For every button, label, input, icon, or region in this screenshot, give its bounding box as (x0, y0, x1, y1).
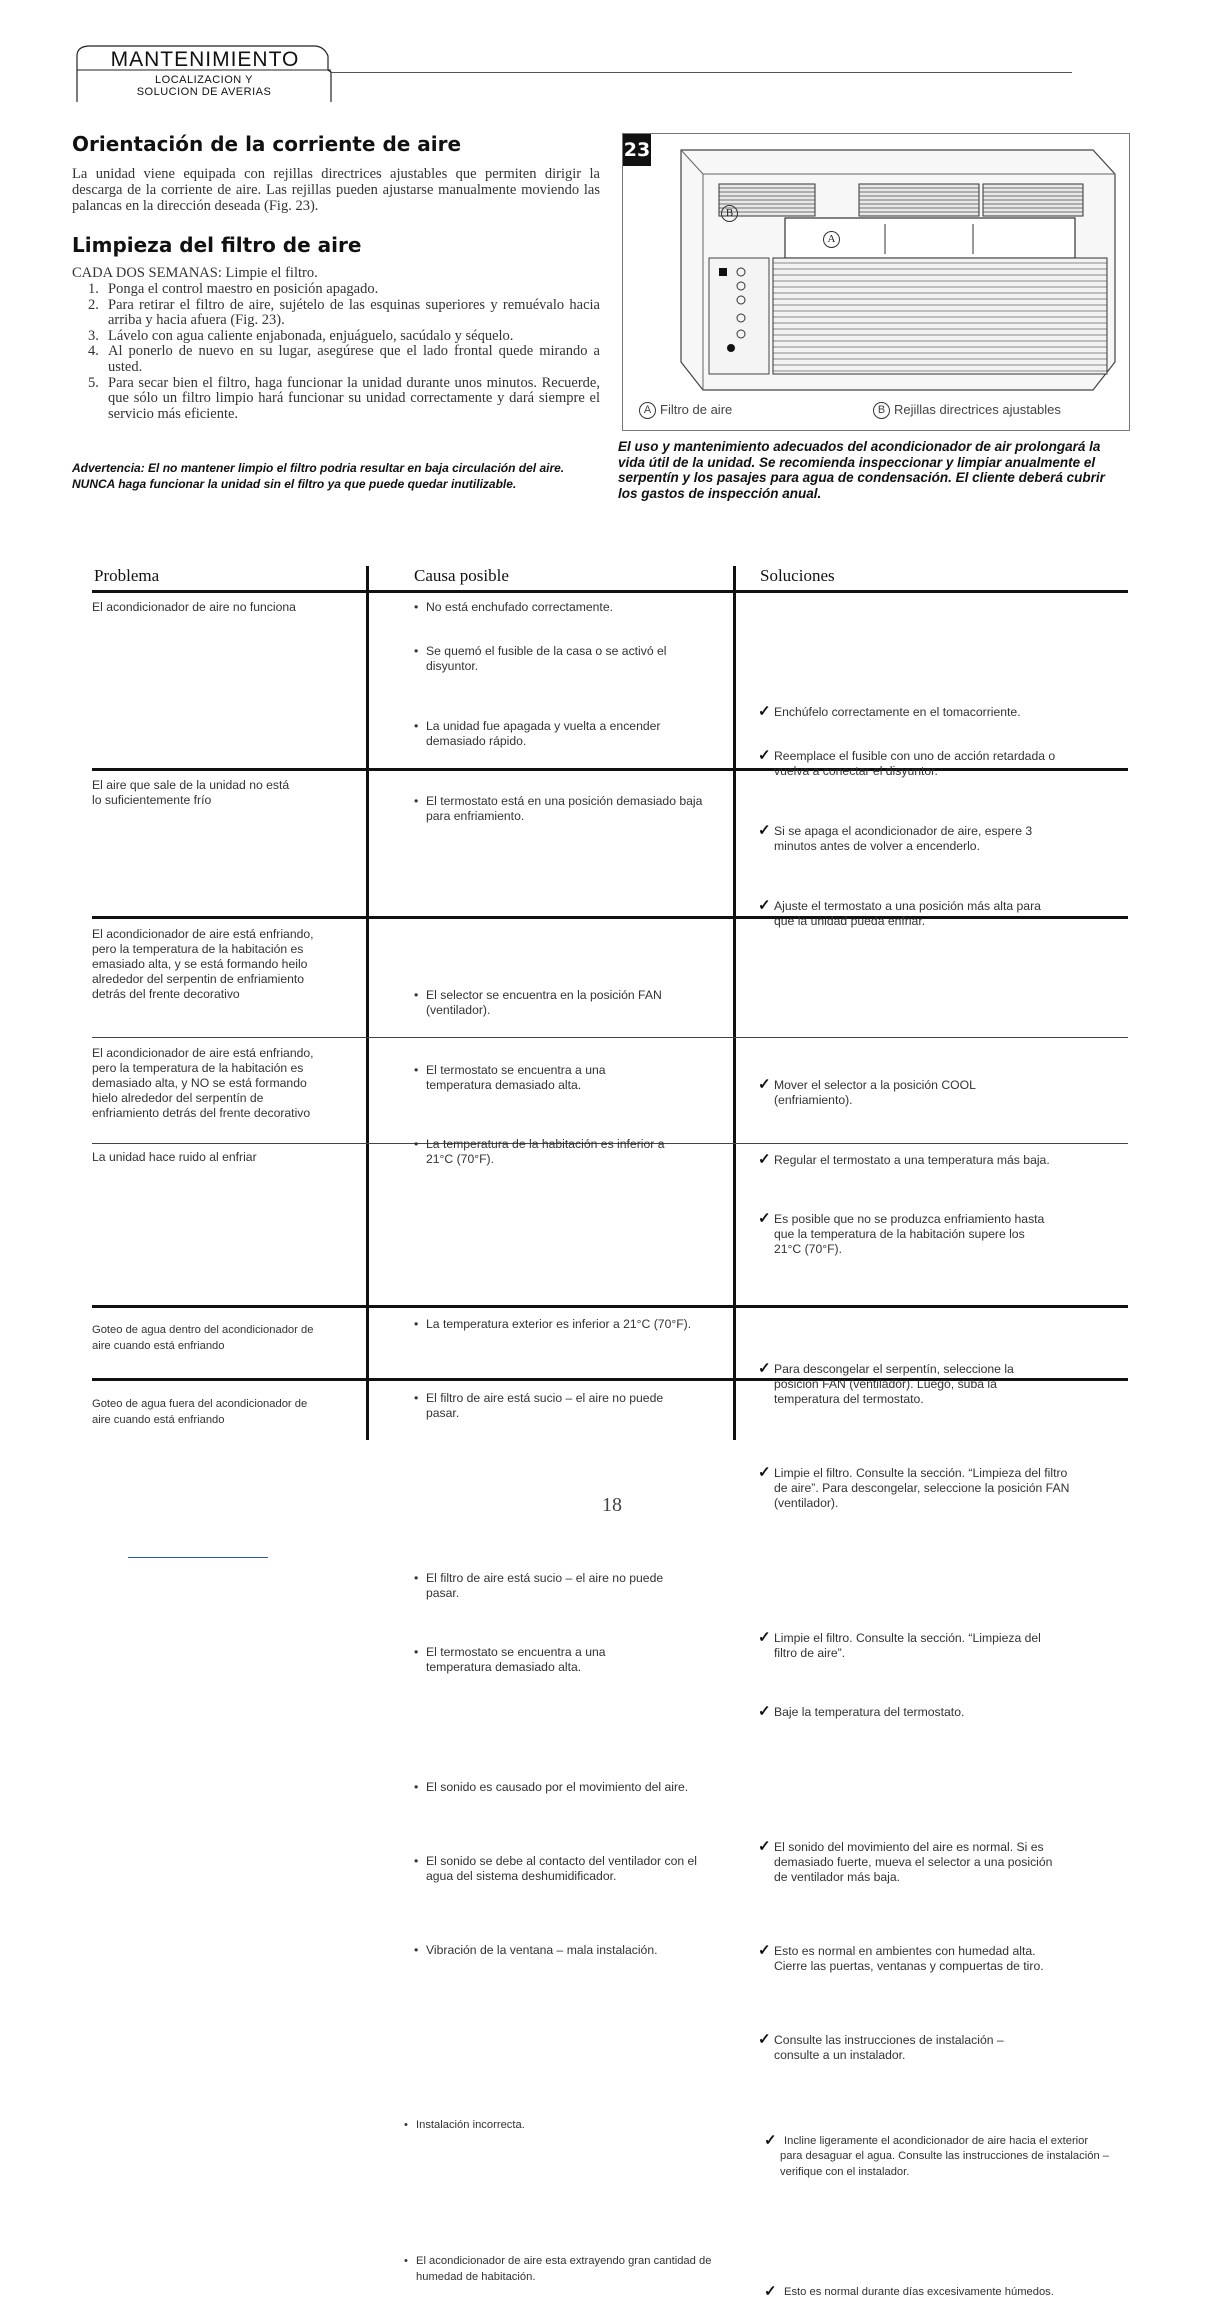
table-row-5-cause-2: • El sonido se debe al contacto del ventilador con el agua del sistema deshumidificador. (414, 1854, 704, 1884)
table-row-7-problem: Goteo de agua fuera del acondicionador de aire cuando está enfriando (92, 1398, 308, 1426)
table-row-1-solution-1 (760, 705, 1060, 720)
check-icon: ✓ (758, 1703, 771, 1720)
table-row-5-cause-1: • El sonido es causado por el movimiento del aire. (414, 1780, 694, 1795)
check-icon: ✓ (758, 703, 771, 720)
table-header-solutions: Soluciones (760, 566, 835, 585)
column-divider (366, 566, 369, 1440)
column-divider (733, 566, 736, 1440)
table-row-4-cause-1: • El filtro de aire está sucio – el aire no puede pasar. (414, 1571, 674, 1601)
table-row-1-solution-2 (760, 749, 1060, 779)
table-row-1-cause-4: • El termostato está en una posición demasiado baja para enfriamiento. (414, 794, 714, 824)
check-icon: ✓ (758, 2031, 771, 2048)
figure-23 (622, 133, 1130, 431)
solution-text: Regular el termostato a una temperatura más baja. (774, 1153, 1050, 1167)
row-divider (92, 1037, 1128, 1038)
table-header-problem: Problema (94, 566, 160, 585)
check-icon: ✓ (758, 897, 771, 914)
table-row-4-solution-2 (760, 1705, 1060, 1720)
check-icon: ✓ (764, 2131, 777, 2149)
header-subtitle-line1: LOCALIZACION Y (155, 74, 253, 86)
solution-text: Limpie el filtro. Consulte la sección. “Limpieza del filtro de aire”. (774, 1631, 1041, 1660)
table-row-2-problem: El aire que sale de la unidad no está lo suficientemente frío (92, 778, 290, 807)
check-icon: ✓ (758, 822, 771, 839)
maintenance-note: El uso y mantenimiento adecuados del acondicionador de air prolongará la vida útil de la unidad. Se recomienda inspeccionar y limpiar anualmente el serpentín y los pasajes para agua de condensación. El cliente deberá cubrir los gastos de inspección anual. (618, 439, 1105, 501)
solution-text: Para descongelar el serpentín, seleccione la posición FAN (ventilador). Luego, suba la temperatura del termostato. (774, 1362, 1014, 1406)
table-row-2-cause-1: • El selector se encuentra en la posición FAN (ventilador). (414, 988, 674, 1018)
table-header-cause: Causa posible (414, 566, 509, 585)
table-row-5-solution-3 (760, 2033, 1050, 2063)
caption-louvers (873, 402, 1061, 419)
table-row-5-solution-1 (760, 1840, 1060, 1885)
table-row-7-cause-1: • El acondicionador de aire esta extrayendo gran cantidad de humedad de habitación. (404, 2254, 719, 2285)
table-row-5-cause-3: • Vibración de la ventana – mala instalación. (414, 1943, 714, 1958)
row-divider (92, 590, 1128, 593)
table-row-4-cause-2: • El termostato se encuentra a una temperatura demasiado alta. (414, 1645, 674, 1675)
check-icon: ✓ (758, 1942, 771, 1959)
check-icon: ✓ (758, 1076, 771, 1093)
table-row-2-cause-3: • La temperatura de la habitación es inferior a 21°C (70°F). (414, 1137, 694, 1167)
step-number: 3. (88, 327, 99, 344)
step-number: 2. (88, 296, 99, 313)
solution-text: Incline ligeramente el acondicionador de aire hacia el exterior para desaguar el agua. Consulte las instrucciones de instalación – verifique con el instalador. (780, 2134, 1109, 2178)
callout-a-marker: A (823, 231, 840, 248)
filter-warning: Advertencia: El no mantener limpio el filtro podria resultar en baja circulación del aire. NUNCA haga funcionar la unidad sin el filtro ya que puede quedar inutilizable. (72, 461, 565, 491)
header-subtitle (80, 74, 328, 98)
check-icon: ✓ (758, 1151, 771, 1168)
table-row-5-solution-2 (760, 1944, 1050, 1974)
step-text: Al ponerlo de nuevo en su lugar, asegúrese que el lado frontal quede mirando a usted. (108, 343, 600, 375)
row-divider (92, 1305, 1128, 1308)
page-number: 18 (602, 1494, 622, 1516)
list-item (88, 376, 600, 423)
figure-number: 23 (623, 134, 651, 166)
table-row-1-cause-2: • Se quemó el fusible de la casa o se activó el disyuntor. (414, 644, 714, 674)
list-item (88, 344, 600, 375)
caption-a-text: Filtro de aire (660, 402, 733, 417)
list-item (88, 298, 600, 329)
step-number: 4. (88, 343, 99, 360)
check-icon: ✓ (758, 1360, 771, 1377)
table-row-1-solution-4 (760, 899, 1060, 929)
table-row-1-solution-3 (760, 824, 1060, 854)
header-subtitle-line2: SOLUCION DE AVERIAS (136, 86, 272, 98)
check-icon: ✓ (764, 2283, 777, 2300)
caption-b-text: Rejillas directrices ajustables (894, 402, 1061, 417)
solution-text: Baje la temperatura del termostato. (774, 1705, 965, 1719)
heading-filter-cleaning: Limpieza del filtro de aire (72, 233, 362, 257)
list-item (88, 282, 600, 298)
callout-b-marker: B (721, 205, 738, 222)
step-text: Para secar bien el filtro, haga funcionar la unidad durante unos minutos. Recuerde, que sólo un filtro limpio hará funcionar su unidad correctamente y dará siempre el servicio más eficiente. (108, 374, 600, 422)
table-row-2-solution-3 (760, 1212, 1050, 1257)
solution-text: Mover el selector a la posición COOL (enfriamiento). (774, 1078, 976, 1107)
table-row-5-problem: La unidad hace ruido al enfriar (92, 1150, 257, 1164)
check-icon: ✓ (758, 1210, 771, 1227)
table-row-3-cause-2: • El filtro de aire está sucio – el aire no puede pasar. (414, 1391, 674, 1421)
list-item (88, 329, 600, 345)
table-row-3-cause-1: • La temperatura exterior es inferior a 21°C (70°F). (414, 1317, 729, 1332)
solution-text: Ajuste el termostato a una posición más alta para que la unidad pueda enfriar. (774, 899, 1041, 928)
table-row-1-cause-3: • La unidad fue apagada y vuelta a encender demasiado rápido. (414, 719, 714, 749)
callout-b (721, 204, 742, 222)
step-text: Para retirar el filtro de aire, sujételo de las esquinas superiores y remuévalo hacia arriba y hacia afuera (Fig. 23). (108, 296, 600, 329)
table-row-2-solution-1 (760, 1078, 1050, 1108)
link-underline[interactable] (128, 1557, 268, 1558)
table-row-2-cause-2: • El termostato se encuentra a una temperatura demasiado alta. (414, 1063, 674, 1093)
table-row-6-problem: Goteo de agua dentro del acondicionador de aire cuando está enfriando (92, 1324, 314, 1352)
filter-steps-list (88, 282, 600, 422)
air-direction-body: La unidad viene equipada con rejillas directrices ajustables que permiten dirigir la descarga de la corriente de aire. Las rejillas pueden ajustarse manualmente moviendo las palancas en la dirección deseada (Fig. 23). (72, 166, 600, 214)
solution-text: Esto es normal durante días excesivamente húmedos. (784, 2286, 1054, 2298)
table-row-4-problem: El acondicionador de aire está enfriando, pero la temperatura de la habitación es demasiado alta, y NO se está formando hielo alrededor del serpentín de enfriamiento detrás del frente decorativo (92, 1046, 314, 1120)
step-number: 1. (88, 281, 99, 297)
solution-text: Limpie el filtro. Consulte la sección. “Limpieza del filtro de aire”. Para descongelar, seleccione la posición FAN (ventilador). (774, 1466, 1070, 1510)
table-row-3-problem: El acondicionador de aire está enfriando, pero la temperatura de la habitación es emasiado alta, y se está formando heilo alrededor del serpentin de enfriamiento detrás del frente decorativo (92, 927, 314, 1001)
filter-cleaning-intro: CADA DOS SEMANAS: Limpie el filtro. (72, 265, 318, 281)
table-row-1-cause-1: • No está enchufado correctamente. (414, 600, 714, 615)
step-text: Ponga el control maestro en posición apagado. (108, 281, 379, 297)
header-rule (330, 72, 1072, 73)
caption-filter (639, 402, 732, 419)
table-row-6-cause-1: • Instalación incorrecta. (404, 2118, 704, 2134)
step-text: Lávelo con agua caliente enjabonada, enjuáguelo, sacúdalo y séquelo. (108, 327, 514, 344)
air-conditioner-illustration (623, 134, 1131, 396)
table-row-6-solution-1 (764, 2131, 1112, 2181)
heading-air-direction: Orientación de la corriente de aire (72, 132, 462, 156)
solution-text: Esto es normal en ambientes con humedad alta. Cierre las puertas, ventanas y compuertas de tiro. (774, 1944, 1044, 1973)
solution-text: Consulte las instrucciones de instalación – consulte a un instalador. (774, 2033, 1004, 2062)
check-icon: ✓ (758, 1629, 771, 1646)
solution-text: Enchúfelo correctamente en el tomacorriente. (774, 705, 1021, 719)
solution-text: Es posible que no se produzca enfriamiento hasta que la temperatura de la habitación supere los 21°C (70°F). (774, 1212, 1045, 1256)
solution-text: Reemplace el fusible con uno de acción retardada o vuelva a conectar el disyuntor. (774, 749, 1056, 778)
caption-a-marker: A (639, 402, 656, 419)
section-header-tab (76, 44, 332, 102)
check-icon: ✓ (758, 1464, 771, 1481)
header-title: MANTENIMIENTO (110, 48, 300, 71)
callout-a (823, 230, 844, 248)
check-icon: ✓ (758, 1838, 771, 1855)
table-row-3-solution-1 (760, 1362, 1060, 1407)
table-row-7-solution-1 (766, 2285, 1112, 2301)
table-row-2-solution-2 (760, 1153, 1050, 1168)
solution-text: Si se apaga el acondicionador de aire, espere 3 minutos antes de volver a encenderlo. (774, 824, 1033, 853)
solution-text: El sonido del movimiento del aire es normal. Si es demasiado fuerte, mueva el selector a una posición de ventilador más baja. (774, 1840, 1053, 1884)
table-row-1-problem: El acondicionador de aire no funciona (92, 600, 296, 614)
step-number: 5. (88, 374, 99, 391)
check-icon: ✓ (758, 747, 771, 764)
table-row-4-solution-1 (760, 1631, 1060, 1661)
caption-b-marker: B (873, 402, 890, 419)
